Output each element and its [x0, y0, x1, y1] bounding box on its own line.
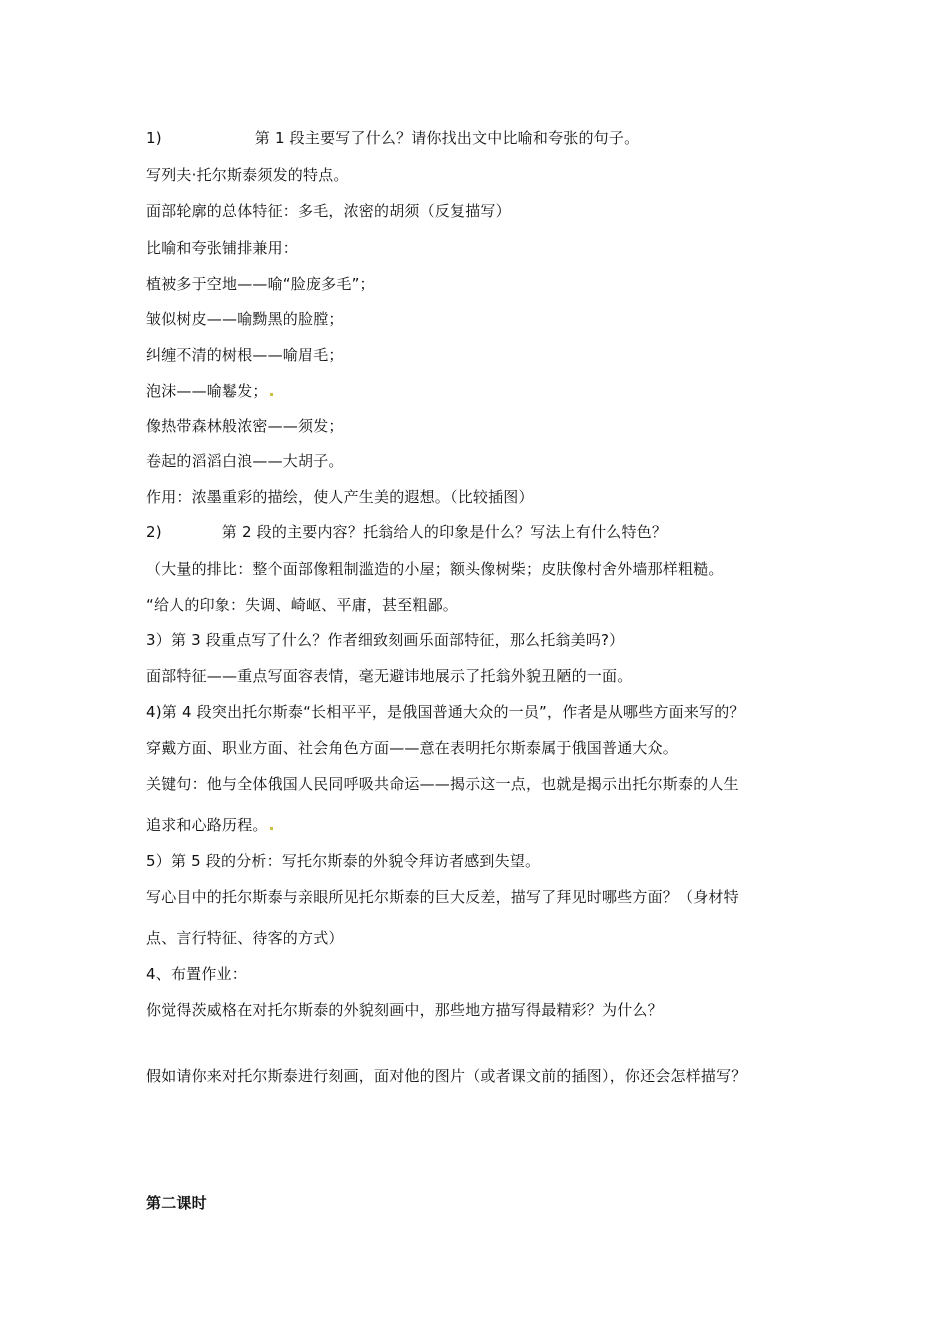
text-line: 写列夫·托尔斯泰须发的特点。	[146, 166, 349, 184]
text-line: 比喻和夸张铺排兼用：	[146, 239, 299, 257]
text-line: 卷起的滔滔白浪——大胡子。	[146, 452, 344, 470]
text-line: 4、布置作业：	[146, 965, 247, 983]
text-line: 纠缠不清的树根——喻眉毛；	[146, 346, 344, 364]
text-line: 点、言行特征、待客的方式）	[146, 929, 344, 947]
text-line: 你觉得茨威格在对托尔斯泰的外貌刻画中，那些地方描写得最精彩？为什么？	[146, 1001, 663, 1019]
question-1-text: 第 1 段主要写了什么？请你找出文中比喻和夸张的句子。	[254, 129, 640, 147]
text-line: 皱似树皮——喻黝黑的脸膛；	[146, 310, 344, 328]
question-2-number: 2)	[146, 523, 162, 541]
text-line: 3）第 3 段重点写了什么？作者细致刻画乐面部特征，那么托翁美吗?）	[146, 631, 625, 649]
text-line: 写心目中的托尔斯泰与亲眼所见托尔斯泰的巨大反差，描写了拜见时哪些方面？（身材特	[146, 888, 739, 906]
text-line: 假如请你来对托尔斯泰进行刻画，面对他的图片（或者课文前的插图），你还会怎样描写？	[146, 1067, 747, 1085]
text-line: 5）第 5 段的分析：写托尔斯泰的外貌令拜访者感到失望。	[146, 852, 541, 870]
text-line: 像热带森林般浓密——须发；	[146, 417, 344, 435]
text-line-with-mark	[146, 381, 273, 401]
text-line: 植被多于空地——喻“脸庞多毛”；	[146, 275, 375, 293]
question-2-text: 第 2 段的主要内容？托翁给人的印象是什么？写法上有什么特色？	[221, 523, 668, 541]
question-2	[146, 522, 667, 542]
text-line-with-mark	[146, 815, 273, 835]
text-line: 关键句：他与全体俄国人民同呼吸共命运——揭示这一点，也就是揭示出托尔斯泰的人生	[146, 775, 739, 793]
text-line: （大量的排比：整个面部像粗制滥造的小屋；额头像树柴；皮肤像村舍外墙那样粗糙。	[146, 560, 724, 578]
mark-dot	[270, 393, 273, 396]
mark-dot	[270, 827, 273, 830]
section-heading: 第二课时	[146, 1194, 207, 1212]
text-line: 穿戴方面、职业方面、社会角色方面——意在表明托尔斯泰属于俄国普通大众。	[146, 739, 679, 757]
text-line: 面部特征——重点写面容表情，毫无避讳地展示了托翁外貌丑陋的一面。	[146, 667, 633, 685]
question-1	[146, 128, 639, 148]
text-line: 面部轮廓的总体特征：多毛，浓密的胡须（反复描写）	[146, 202, 511, 220]
question-1-number: 1)	[146, 129, 162, 147]
text-line: 追求和心路历程。	[146, 816, 268, 834]
text-line: 作用：浓墨重彩的描绘，使人产生美的遐想。（比较插图）	[146, 488, 534, 506]
text-line: “给人的印象：失调、崎岖、平庸，甚至粗鄙。	[146, 596, 458, 614]
text-line: 泡沫——喻鬈发；	[146, 382, 268, 400]
text-line: 4)第 4 段突出托尔斯泰“长相平平，是俄国普通大众的一员”，作者是从哪些方面来写的？	[146, 703, 745, 721]
